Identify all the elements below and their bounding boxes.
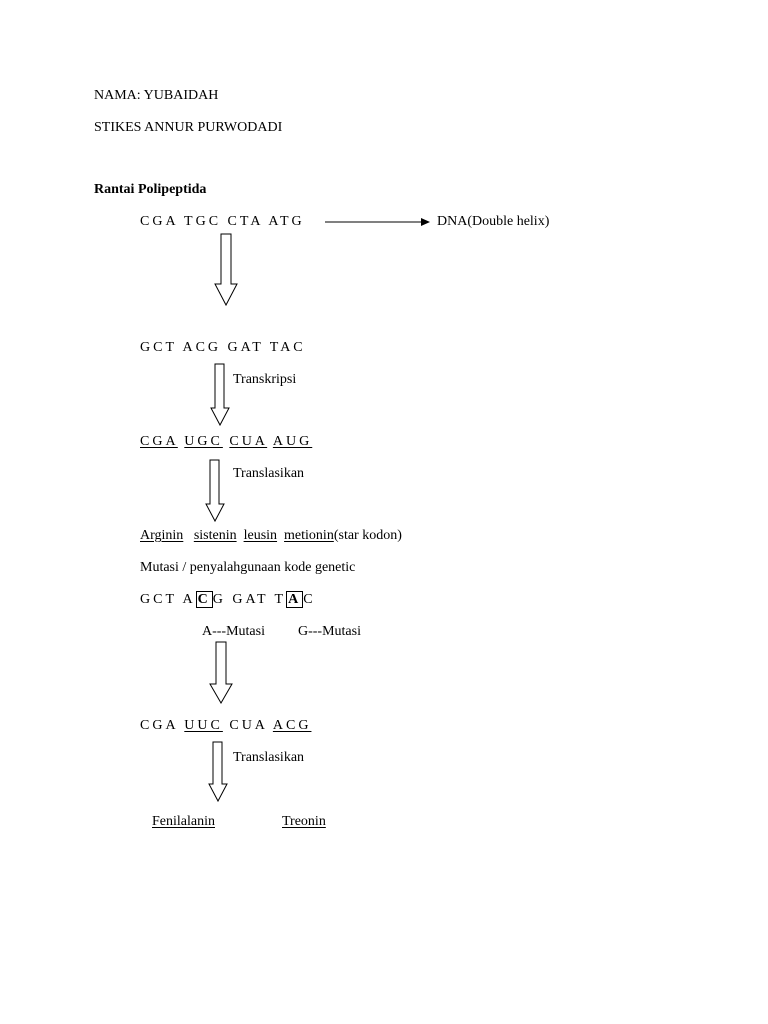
complement-codon-1: GCT	[140, 340, 177, 355]
mrna-codon-3: CUA	[229, 434, 268, 449]
translasi-label-1: Translasikan	[233, 466, 305, 481]
down-arrow-icon	[214, 234, 238, 306]
complement-sequence	[140, 340, 306, 356]
mutated-mrna-codon-3: CUA	[229, 718, 268, 733]
dna-label: DNA(Double helix)	[437, 214, 550, 229]
mrna-codon-1: CGA	[140, 434, 178, 449]
down-arrow-icon	[205, 460, 225, 522]
dna-sequence	[140, 214, 305, 230]
right-arrow-icon	[325, 216, 431, 228]
mutated-base-a: A	[288, 592, 302, 607]
complement-codon-4: TAC	[269, 340, 306, 355]
mutated-mrna-codon-4: ACG	[272, 718, 312, 733]
amino-acid-3: leusin	[243, 528, 278, 543]
mrna-codon-2: UGC	[184, 434, 223, 449]
student-name: NAMA: YUBAIDAH	[94, 88, 219, 103]
transkripsi-label: Transkripsi	[233, 372, 297, 387]
dna-codon-3: CTA	[227, 214, 263, 229]
mrna-codon-4: AUG	[272, 434, 313, 449]
result-amino-acid-1: Fenilalanin	[152, 814, 215, 829]
dna-codon-1: CGA	[140, 214, 178, 229]
mutation-note-g: G---Mutasi	[298, 624, 361, 639]
result-line	[152, 814, 215, 830]
amino-acid-1: Arginin	[140, 528, 184, 543]
mutated-mrna-codon-1: CGA	[140, 718, 178, 733]
mutated-seg-3: C	[303, 592, 316, 607]
mutated-mrna-sequence	[140, 718, 311, 734]
result-amino-acid-2: Treonin	[282, 814, 326, 829]
translasi-label-2: Translasikan	[233, 750, 305, 765]
down-arrow-icon	[209, 642, 233, 704]
down-arrow-icon	[210, 364, 230, 426]
mutation-note-a: A---Mutasi	[202, 624, 265, 639]
section-title: Rantai Polipeptida	[94, 182, 207, 197]
dna-codon-2: TGC	[184, 214, 222, 229]
complement-codon-3: GAT	[227, 340, 264, 355]
mutated-seg-1: GCT A	[140, 592, 196, 607]
mutated-base-c: C	[197, 592, 211, 607]
result-line-2	[282, 814, 326, 830]
down-arrow-icon	[208, 742, 228, 802]
complement-codon-2: ACG	[182, 340, 222, 355]
mutated-seg-2: G GAT T	[212, 592, 287, 607]
amino-acid-line	[140, 528, 402, 544]
institution-name: STIKES ANNUR PURWODADI	[94, 120, 283, 135]
mutation-title: Mutasi / penyalahgunaan kode genetic	[140, 560, 356, 575]
mutated-sequence	[140, 592, 316, 608]
mutated-mrna-codon-2: UUC	[184, 718, 223, 733]
amino-acid-4: metionin	[284, 528, 334, 543]
dna-codon-4: ATG	[268, 214, 305, 229]
start-codon-note: (star kodon)	[333, 528, 402, 543]
mrna-sequence	[140, 434, 312, 450]
amino-acid-2: sistenin	[193, 528, 237, 543]
